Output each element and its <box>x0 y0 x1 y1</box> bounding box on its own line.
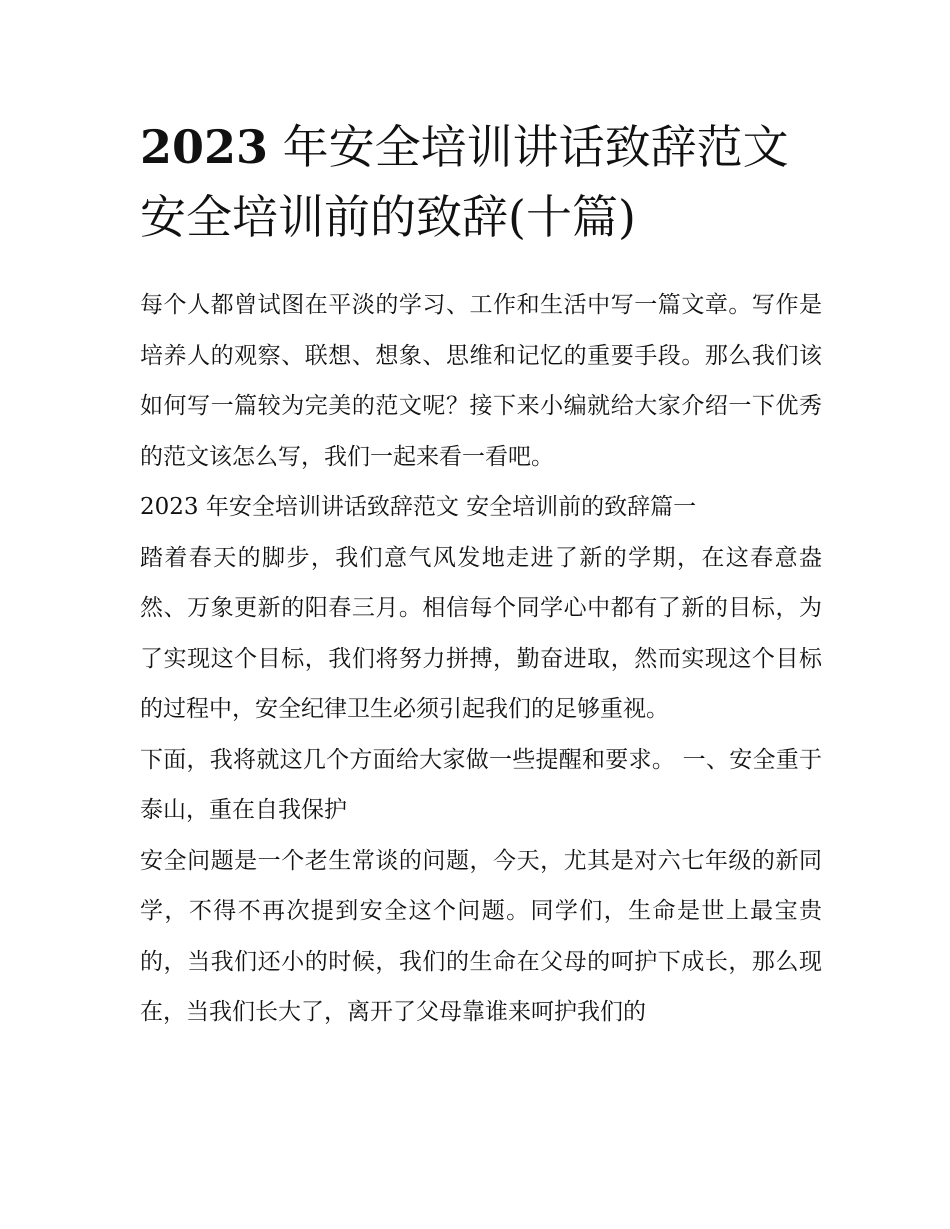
document-title <box>140 112 830 252</box>
intro-paragraph: 每个人都曾试图在平淡的学习、工作和生活中写一篇文章。写作是培养人的观察、联想、想象、思维和记忆的重要手段。那么我们该如何写一篇较为完美的范文呢？接下来小编就给大家介绍一下优秀的范文该怎么写，我们一起来看一看吧。 <box>140 292 822 470</box>
body-paragraph: 下面，我将就这几个方面给大家做一些提醒和要求。 一、安全重于泰山，重在自我保护 <box>140 746 822 823</box>
document-body <box>140 280 822 1038</box>
section-heading: 2023 年安全培训讲话致辞范文 安全培训前的致辞篇一 <box>140 494 697 520</box>
body-paragraph: 踏着春天的脚步，我们意气风发地走进了新的学期，在这春意盎然、万象更新的阳春三月。相信每个同学心中都有了新的目标，为了实现这个目标，我们将努力拼搏，勤奋进取，然而实现这个目标的过程中，安全纪律卫生必须引起我们的足够重视。 <box>140 544 822 722</box>
body-paragraph: 安全问题是一个老生常谈的问题，今天，尤其是对六七年级的新同学，不得不再次提到安全这个问题。同学们，生命是世上最宝贵的，当我们还小的时候，我们的生命在父母的呵护下成长，那么现在，当我们长大了，离开了父母靠谁来呵护我们的 <box>140 847 822 1025</box>
title-text: 年安全培训讲话致辞范文安全培训前的致辞(十篇) <box>140 120 789 244</box>
title-year: 2023 <box>140 120 269 174</box>
